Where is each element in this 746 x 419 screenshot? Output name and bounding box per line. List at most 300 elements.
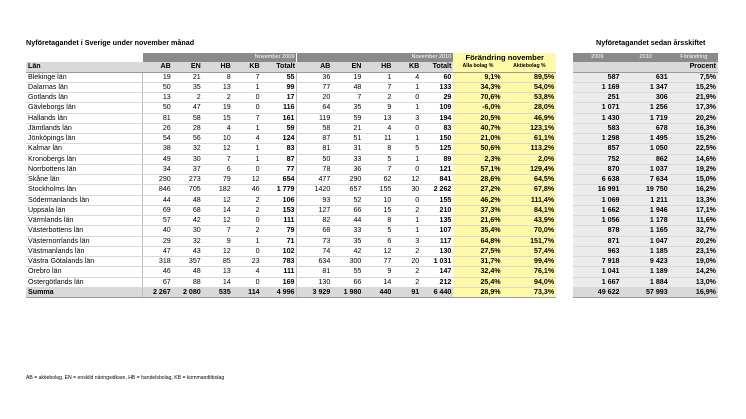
cell-2009: 46 <box>233 185 262 195</box>
cell-2009: 2 <box>233 195 262 205</box>
cell-ytd-2010: 9 423 <box>621 257 669 267</box>
cell-2010: 1 031 <box>421 257 453 267</box>
cell-change-all: 21,6% <box>453 216 502 226</box>
column-header-row <box>26 62 718 72</box>
cell-2009: 7 <box>203 154 233 164</box>
cell-2010: 2 <box>363 93 393 103</box>
cell-lan: Östergötlands län <box>26 277 143 287</box>
cell-2009: 535 <box>203 287 233 297</box>
cell-ytd-2010: 7 634 <box>621 175 669 185</box>
cell-change-all: 50,6% <box>453 144 502 154</box>
cell-2009: 32 <box>173 236 203 246</box>
cell-2009: 43 <box>173 246 203 256</box>
cell-2010: 55 <box>332 267 363 277</box>
cell-change-ab: 89,5% <box>503 72 557 82</box>
cell-ytd-2010: 1 347 <box>621 82 669 92</box>
cell-change-all: 32,4% <box>453 267 502 277</box>
cell-2010: 155 <box>421 195 453 205</box>
cell-2009: 114 <box>233 287 262 297</box>
cell-2010: 2 <box>393 267 421 277</box>
cell-gap <box>556 236 573 246</box>
cell-2009: 14 <box>203 277 233 287</box>
cell-change-ab: 94,0% <box>503 277 557 287</box>
cell-lan: Södermanlands län <box>26 195 143 205</box>
cell-ytd-change: 17,3% <box>670 103 718 113</box>
section-title-since-new-year: Nyföretagandet sedan årsskiftet <box>596 38 706 47</box>
cell-2009: 32 <box>173 144 203 154</box>
cell-ytd-2010: 1 047 <box>621 236 669 246</box>
cell-lan: Värmlands län <box>26 216 143 226</box>
cell-change-all: 46,2% <box>453 195 502 205</box>
cell-change-ab: 76,1% <box>503 267 557 277</box>
cell-2009: 77 <box>262 164 297 174</box>
cell-change-all: 28,6% <box>453 175 502 185</box>
cell-ytd-2009: 1 430 <box>573 113 621 123</box>
table-row <box>26 93 718 103</box>
cell-2010: 212 <box>421 277 453 287</box>
col-aktiebolag: Aktiebolag % <box>503 62 557 72</box>
cell-gap <box>556 113 573 123</box>
cell-2010: 6 440 <box>421 287 453 297</box>
table-row <box>26 144 718 154</box>
cell-ytd-change: 7,5% <box>670 72 718 82</box>
cell-2010: 3 929 <box>297 287 332 297</box>
cell-2010: 130 <box>297 277 332 287</box>
cell-change-ab: 46,9% <box>503 113 557 123</box>
cell-2009: 1 <box>233 123 262 133</box>
cell-change-all: 21,0% <box>453 134 502 144</box>
cell-change-all: 25,4% <box>453 277 502 287</box>
cell-change-all: 57,1% <box>453 164 502 174</box>
cell-lan: Blekinge län <box>26 72 143 82</box>
cell-ytd-2009: 752 <box>573 154 621 164</box>
cell-ytd-2009: 1 056 <box>573 216 621 226</box>
cell-gap <box>556 185 573 195</box>
cell-2010: 2 <box>393 205 421 215</box>
cell-2010: 30 <box>393 185 421 195</box>
cell-ytd-change: 16,3% <box>670 123 718 133</box>
cell-2010: 14 <box>363 277 393 287</box>
col-totalt-2009: Totalt <box>262 62 297 72</box>
cell-change-ab: 73,3% <box>503 287 557 297</box>
cell-gap <box>556 267 573 277</box>
cell-ytd-2009: 1 071 <box>573 103 621 113</box>
cell-ytd-2009: 1 169 <box>573 82 621 92</box>
cell-ytd-change: 22,5% <box>670 144 718 154</box>
cell-lan: Jämtlands län <box>26 123 143 133</box>
cell-change-all: 64,8% <box>453 236 502 246</box>
cell-ytd-change: 19,0% <box>670 257 718 267</box>
cell-lan: Västernorrlands län <box>26 236 143 246</box>
cell-2009: 34 <box>143 164 173 174</box>
cell-2009: 40 <box>143 226 173 236</box>
cell-2010: 1 <box>363 72 393 82</box>
table-row <box>26 267 718 277</box>
table-row <box>26 246 718 256</box>
cell-2010: 36 <box>297 72 332 82</box>
cell-2010: 119 <box>297 113 332 123</box>
cell-2010: 19 <box>332 72 363 82</box>
table-row <box>26 216 718 226</box>
cell-ytd-2009: 1 298 <box>573 134 621 144</box>
cell-2009: 116 <box>262 103 297 113</box>
cell-2010: 11 <box>363 134 393 144</box>
cell-ytd-2010: 1 946 <box>621 205 669 215</box>
cell-2009: 38 <box>143 144 173 154</box>
cell-ytd-2009: 1 041 <box>573 267 621 277</box>
cell-change-ab: 2,0% <box>503 154 557 164</box>
cell-ytd-change: 32,7% <box>670 226 718 236</box>
cell-2010: 66 <box>332 205 363 215</box>
band-november-2009: November 2009 <box>143 53 297 62</box>
cell-2009: 35 <box>173 82 203 92</box>
col-year-2010-value <box>621 62 669 72</box>
cell-change-ab: 61,1% <box>503 134 557 144</box>
cell-2010: 89 <box>421 154 453 164</box>
cell-2010: 66 <box>332 277 363 287</box>
cell-ytd-2010: 1 256 <box>621 103 669 113</box>
cell-2010: 290 <box>332 175 363 185</box>
cell-2010: 78 <box>297 164 332 174</box>
cell-2009: 1 <box>233 144 262 154</box>
cell-2009: 10 <box>203 134 233 144</box>
cell-gap <box>556 72 573 82</box>
cell-ytd-2009: 1 667 <box>573 277 621 287</box>
cell-2009: 85 <box>203 257 233 267</box>
cell-2009: 2 <box>233 205 262 215</box>
cell-2009: 1 <box>233 236 262 246</box>
cell-change-all: 31,7% <box>453 257 502 267</box>
cell-2010: 841 <box>421 175 453 185</box>
cell-gap <box>556 246 573 256</box>
cell-lan: Hallands län <box>26 113 143 123</box>
cell-2009: 67 <box>143 277 173 287</box>
table-row <box>26 113 718 123</box>
cell-change-all: -6,0% <box>453 103 502 113</box>
cell-2009: 57 <box>143 216 173 226</box>
cell-ytd-change: 14,6% <box>670 154 718 164</box>
cell-ytd-2009: 6 638 <box>573 175 621 185</box>
cell-gap <box>556 175 573 185</box>
cell-change-ab: 123,1% <box>503 123 557 133</box>
cell-2009: 19 <box>203 103 233 113</box>
footnote: AB = aktiebolag, EN = enskild näringsidkare, HB = handelsbolag, KB = kommanditbolag <box>26 375 225 381</box>
cell-change-all: 27,5% <box>453 246 502 256</box>
cell-lan: Uppsala län <box>26 205 143 215</box>
col-totalt-2010: Totalt <box>421 62 453 72</box>
cell-gap <box>556 287 573 297</box>
cell-2009: 0 <box>233 93 262 103</box>
cell-2009: 46 <box>143 267 173 277</box>
cell-2009: 4 <box>203 123 233 133</box>
cell-ytd-change: 20,2% <box>670 236 718 246</box>
cell-2010: 7 <box>363 164 393 174</box>
cell-2009: 8 <box>203 72 233 82</box>
cell-ytd-change: 15,0% <box>670 175 718 185</box>
band-november-2010: November 2010 <box>297 53 453 62</box>
cell-change-all: 9,1% <box>453 72 502 82</box>
cell-2009: 153 <box>262 205 297 215</box>
cell-ytd-2010: 57 993 <box>621 287 669 297</box>
cell-2010: 10 <box>363 195 393 205</box>
band-change-november: Förändring november <box>453 53 556 62</box>
cell-gap <box>556 226 573 236</box>
cell-gap <box>556 82 573 92</box>
cell-2010: 52 <box>332 195 363 205</box>
cell-ytd-2010: 1 050 <box>621 144 669 154</box>
cell-2010: 87 <box>297 134 332 144</box>
cell-2010: 8 <box>363 144 393 154</box>
cell-ytd-change: 13,3% <box>670 195 718 205</box>
cell-2010: 62 <box>363 175 393 185</box>
cell-2010: 477 <box>297 175 332 185</box>
cell-gap <box>556 257 573 267</box>
cell-2009: 12 <box>203 216 233 226</box>
cell-2009: 87 <box>262 154 297 164</box>
cell-gap <box>556 164 573 174</box>
cell-gap <box>556 205 573 215</box>
cell-2010: 1 <box>393 226 421 236</box>
table-row <box>26 226 718 236</box>
cell-2010: 155 <box>363 185 393 195</box>
cell-2010: 13 <box>363 113 393 123</box>
cell-ytd-2010: 1 037 <box>621 164 669 174</box>
cell-gap <box>556 195 573 205</box>
cell-lan: Västerbottens län <box>26 226 143 236</box>
cell-2010: 21 <box>332 123 363 133</box>
table-row <box>26 175 718 185</box>
cell-lan: Skåne län <box>26 175 143 185</box>
cell-2009: 12 <box>233 175 262 185</box>
cell-2009: 357 <box>173 257 203 267</box>
band-year-2009: 2009 <box>573 53 621 62</box>
cell-2009: 21 <box>173 72 203 82</box>
cell-ytd-2010: 862 <box>621 154 669 164</box>
cell-2009: 12 <box>203 144 233 154</box>
cell-2009: 37 <box>173 164 203 174</box>
cell-ytd-change: 16,9% <box>670 287 718 297</box>
cell-2010: 1 980 <box>332 287 363 297</box>
col-procent: Procent <box>670 62 718 72</box>
cell-2010: 3 <box>393 113 421 123</box>
cell-2009: 50 <box>143 103 173 113</box>
cell-ytd-2010: 631 <box>621 72 669 82</box>
cell-2010: 7 <box>332 93 363 103</box>
cell-ytd-2009: 7 918 <box>573 257 621 267</box>
cell-2009: 111 <box>262 267 297 277</box>
table-row <box>26 236 718 246</box>
cell-2009: 182 <box>203 185 233 195</box>
cell-lan: Jönköpings län <box>26 134 143 144</box>
cell-2010: 77 <box>363 257 393 267</box>
cell-2010: 634 <box>297 257 332 267</box>
cell-2009: 102 <box>262 246 297 256</box>
col-ab-2010: AB <box>297 62 332 72</box>
cell-gap <box>556 144 573 154</box>
table-row <box>26 103 718 113</box>
cell-2010: 74 <box>297 246 332 256</box>
cell-2010: 29 <box>421 93 453 103</box>
cell-2010: 1 <box>393 216 421 226</box>
table-row <box>26 134 718 144</box>
cell-2010: 5 <box>393 144 421 154</box>
cell-2010: 194 <box>421 113 453 123</box>
cell-2009: 81 <box>143 113 173 123</box>
cell-change-ab: 43,9% <box>503 216 557 226</box>
cell-2010: 4 <box>393 72 421 82</box>
cell-2010: 210 <box>421 205 453 215</box>
cell-ytd-2009: 587 <box>573 72 621 82</box>
cell-2009: 58 <box>173 113 203 123</box>
table-row <box>26 154 718 164</box>
cell-ytd-2010: 1 495 <box>621 134 669 144</box>
cell-2009: 0 <box>233 216 262 226</box>
cell-2009: 79 <box>262 226 297 236</box>
cell-2009: 49 <box>143 154 173 164</box>
cell-ytd-2010: 1 165 <box>621 226 669 236</box>
cell-ytd-2010: 1 185 <box>621 246 669 256</box>
cell-2009: 13 <box>203 82 233 92</box>
cell-change-ab: 28,0% <box>503 103 557 113</box>
cell-2009: 13 <box>143 93 173 103</box>
table-row <box>26 205 718 215</box>
cell-2009: 55 <box>262 72 297 82</box>
cell-2010: 300 <box>332 257 363 267</box>
cell-2009: 0 <box>233 277 262 287</box>
cell-gap <box>556 134 573 144</box>
col-en-2010: EN <box>332 62 363 72</box>
cell-ytd-change: 15,2% <box>670 134 718 144</box>
cell-2009: 47 <box>143 246 173 256</box>
cell-ytd-2010: 1 189 <box>621 267 669 277</box>
cell-2009: 2 <box>203 93 233 103</box>
cell-2010: 2 <box>393 277 421 287</box>
cell-ytd-2009: 871 <box>573 236 621 246</box>
table-row <box>26 257 718 267</box>
cell-2009: 4 996 <box>262 287 297 297</box>
table-row <box>26 185 718 195</box>
cell-change-all: 34,3% <box>453 82 502 92</box>
cell-2009: 99 <box>262 82 297 92</box>
cell-change-all: 28,9% <box>453 287 502 297</box>
cell-lan: Kalmar län <box>26 144 143 154</box>
cell-2009: 54 <box>143 134 173 144</box>
cell-gap <box>556 216 573 226</box>
cell-2009: 2 <box>233 226 262 236</box>
col-lan: Län <box>26 62 143 72</box>
cell-2009: 48 <box>173 267 203 277</box>
cell-2009: 13 <box>203 267 233 277</box>
cell-2010: 20 <box>393 257 421 267</box>
cell-2010: 9 <box>363 267 393 277</box>
cell-2010: 68 <box>297 226 332 236</box>
table-row <box>26 195 718 205</box>
cell-2010: 4 <box>363 123 393 133</box>
cell-2010: 150 <box>421 134 453 144</box>
cell-2010: 81 <box>297 267 332 277</box>
cell-change-ab: 129,4% <box>503 164 557 174</box>
cell-2009: 9 <box>203 236 233 246</box>
band-year-2010: 2010 <box>621 53 669 62</box>
cell-2010: 44 <box>332 216 363 226</box>
cell-2010: 81 <box>297 144 332 154</box>
cell-2009: 47 <box>173 103 203 113</box>
cell-2010: 135 <box>421 216 453 226</box>
cell-2010: 3 <box>393 236 421 246</box>
cell-ytd-change: 21,9% <box>670 93 718 103</box>
cell-ytd-change: 16,2% <box>670 185 718 195</box>
col-ab-2009: AB <box>143 62 173 72</box>
cell-2010: 1 <box>393 103 421 113</box>
cell-ytd-2009: 870 <box>573 164 621 174</box>
cell-2009: 7 <box>233 72 262 82</box>
cell-2010: 51 <box>332 134 363 144</box>
cell-2009: 1 <box>233 154 262 164</box>
cell-2010: 125 <box>421 144 453 154</box>
col-hb-2009: HB <box>203 62 233 72</box>
cell-2009: 2 <box>173 93 203 103</box>
header-band-row <box>26 53 718 62</box>
cell-2010: 82 <box>297 216 332 226</box>
cell-2009: 4 <box>233 267 262 277</box>
cell-ytd-2009: 963 <box>573 246 621 256</box>
cell-2009: 44 <box>143 195 173 205</box>
cell-change-ab: 54,0% <box>503 82 557 92</box>
cell-change-ab: 67,8% <box>503 185 557 195</box>
table-row <box>26 277 718 287</box>
cell-lan: Gotlands län <box>26 93 143 103</box>
cell-2010: 109 <box>421 103 453 113</box>
cell-lan: Gävleborgs län <box>26 103 143 113</box>
cell-2009: 1 779 <box>262 185 297 195</box>
cell-2009: 14 <box>203 205 233 215</box>
cell-2009: 79 <box>203 175 233 185</box>
page-title: Nyföretagandet i Sverige under november månad <box>26 38 195 47</box>
cell-2009: 161 <box>262 113 297 123</box>
cell-ytd-2009: 583 <box>573 123 621 133</box>
cell-2010: 121 <box>421 164 453 174</box>
cell-ytd-2010: 19 750 <box>621 185 669 195</box>
cell-2009: 290 <box>143 175 173 185</box>
cell-2009: 0 <box>233 164 262 174</box>
cell-2009: 783 <box>262 257 297 267</box>
cell-2009: 15 <box>203 113 233 123</box>
cell-lan: Norrbottens län <box>26 164 143 174</box>
cell-change-ab: 113,2% <box>503 144 557 154</box>
cell-2010: 12 <box>393 175 421 185</box>
cell-2009: 1 <box>233 82 262 92</box>
cell-2009: 83 <box>262 144 297 154</box>
cell-2010: 0 <box>393 93 421 103</box>
cell-ytd-2010: 306 <box>621 93 669 103</box>
cell-2010: 6 <box>363 236 393 246</box>
cell-2010: 130 <box>421 246 453 256</box>
cell-2009: 12 <box>203 195 233 205</box>
col-alla-bolag: Alla bolag % <box>453 62 502 72</box>
cell-2010: 147 <box>421 267 453 277</box>
cell-2009: 48 <box>173 195 203 205</box>
col-hb-2010: HB <box>363 62 393 72</box>
cell-2009: 12 <box>203 246 233 256</box>
cell-2009: 0 <box>233 246 262 256</box>
cell-2009: 29 <box>143 236 173 246</box>
cell-gap <box>556 154 573 164</box>
cell-2009: 42 <box>173 216 203 226</box>
cell-2009: 59 <box>262 123 297 133</box>
cell-2009: 30 <box>173 226 203 236</box>
cell-2010: 93 <box>297 195 332 205</box>
cell-2009: 7 <box>203 226 233 236</box>
